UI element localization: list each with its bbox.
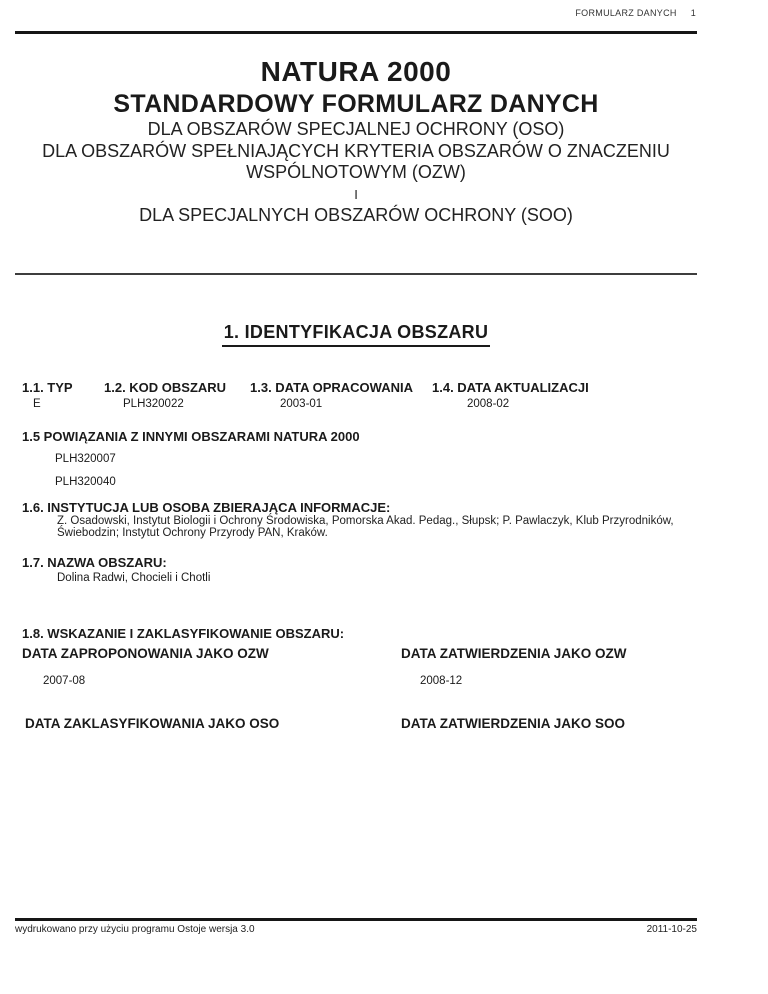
- title-block: [15, 57, 697, 118]
- scope-line-ozw-1: DLA OBSZARÓW SPEŁNIAJĄCYCH KRYTERIA OBSZARÓW O ZNACZENIU: [42, 140, 670, 161]
- scope-line-oso: DLA OBSZARÓW SPECJALNEJ OCHRONY (OSO): [147, 119, 565, 139]
- field-typ: [22, 380, 73, 411]
- date-confirmed-ozw-label: DATA ZATWIERDZENIA JAKO OZW: [401, 646, 627, 661]
- date-proposed-ozw: [22, 646, 269, 687]
- institution-heading: 1.6. INSTYTUCJA LUB OSOBA ZBIERAJĄCA INFORMACJE:: [22, 500, 391, 515]
- footer-print-date: 2011-10-25: [646, 924, 697, 935]
- site-name-heading: 1.7. NAZWA OBSZARU:: [22, 555, 167, 570]
- top-rule: [15, 31, 697, 34]
- footer-print-note: wydrukowano przy użyciu programu Ostoje wersja 3.0: [15, 924, 255, 935]
- date-confirmed-soo: [401, 716, 625, 745]
- footer: [15, 924, 697, 935]
- site-name-value: Dolina Radwi, Chocieli i Chotli: [57, 572, 211, 584]
- field-data-aktualizacji: [432, 380, 589, 411]
- scope-line-and: I: [354, 186, 358, 202]
- institution-value: Z. Osadowski, Instytut Biologii i Ochrony Środowiska, Pomorska Akad. Pedag., Słupsk; P. Pawlaczyk, Klub Przyrodników, Świebodzin; Instytut Ochrony Przyrody PAN, Kraków.: [57, 515, 674, 540]
- field-aktualizacji-value: 2008-02: [467, 398, 510, 410]
- date-classified-oso-label: DATA ZAKLASYFIKOWANIA JAKO OSO: [25, 716, 280, 731]
- field-opracowania-value: 2003-01: [280, 398, 323, 410]
- field-kod-value: PLH320022: [123, 398, 184, 410]
- date-confirmed-ozw: [401, 646, 626, 687]
- field-data-opracowania: [250, 380, 413, 411]
- field-typ-value: E: [33, 398, 41, 410]
- links-heading: 1.5 POWIĄZANIA Z INNYMI OBSZARAMI NATURA 2000: [22, 429, 360, 444]
- running-header-label: FORMULARZ DANYCH: [575, 8, 677, 18]
- date-proposed-ozw-label: DATA ZAPROPONOWANIA JAKO OZW: [22, 646, 269, 661]
- field-aktualizacji-label: 1.4. DATA AKTUALIZACJI: [432, 380, 589, 395]
- scope-line-ozw-2: WSPÓLNOTOWYM (OZW): [246, 162, 466, 182]
- scope-block: [15, 119, 697, 227]
- form-subtitle: STANDARDOWY FORMULARZ DANYCH: [113, 90, 599, 118]
- field-kod-obszaru: [104, 380, 226, 411]
- main-title: NATURA 2000: [260, 56, 452, 87]
- mid-rule: [15, 273, 697, 275]
- footer-rule: [15, 918, 697, 921]
- designation-heading: 1.8. WSKAZANIE I ZAKLASYFIKOWANIE OBSZARU:: [22, 626, 345, 641]
- linked-site-codes: [55, 448, 116, 493]
- date-classified-oso: [25, 716, 279, 745]
- section-heading-wrap: [15, 322, 697, 347]
- linked-site-code: PLH320040: [55, 475, 116, 488]
- date-confirmed-ozw-value: 2008-12: [420, 675, 463, 687]
- date-confirmed-soo-label: DATA ZATWIERDZENIA JAKO SOO: [401, 716, 625, 731]
- date-proposed-ozw-value: 2007-08: [43, 675, 86, 687]
- field-opracowania-label: 1.3. DATA OPRACOWANIA: [250, 380, 413, 395]
- section-1-heading: 1. IDENTYFIKACJA OBSZARU: [222, 322, 491, 347]
- page-number: 1: [690, 8, 696, 18]
- running-header: [575, 8, 696, 18]
- linked-site-code: PLH320007: [55, 453, 116, 465]
- scope-line-soo: DLA SPECJALNYCH OBSZARÓW OCHRONY (SOO): [139, 205, 573, 225]
- field-typ-label: 1.1. TYP: [22, 380, 73, 395]
- field-kod-label: 1.2. KOD OBSZARU: [104, 380, 227, 395]
